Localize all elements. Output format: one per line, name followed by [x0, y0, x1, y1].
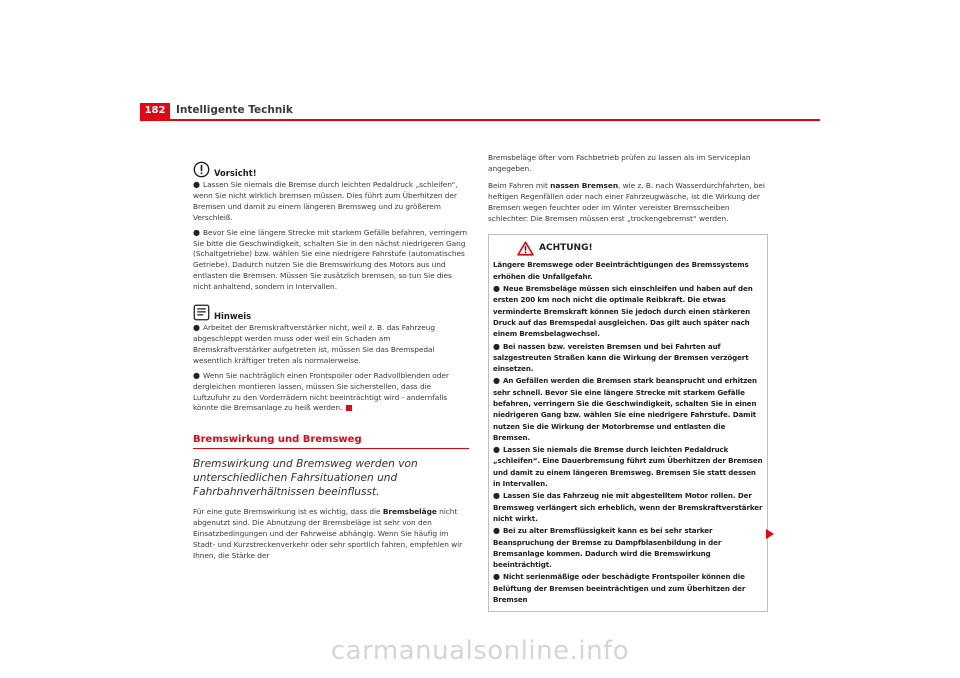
hinweis-item: ● Wenn Sie nachträglich einen Frontspoiler oder Radvollblenden oder dergleichen montieren lassen, müssen Sie sicherstellen, dass die Luftzufuhr zu den Vorderrädern nicht beeinträchtigt wird - andernfalls könnte die Bremsanlage zu heiß werden.: [193, 370, 449, 413]
section-intro: Für eine gute Bremswirkung ist es wichtig, dass die Bremsbeläge nicht abgenutzt sind. Die Abnutzung der Bremsbeläge ist sehr von den Einsatzbedingungen und der Fahrweise abhängig. Wenn Sie häufig im Stadt- und Kurzstreckenverkehr oder sehr sportlich fahren, empfehlen wir Ihnen, die Stärke der: [193, 507, 463, 560]
achtung-item: ● An Gefällen werden die Bremsen stark beansprucht und erhitzen sehr schnell. Bevor Sie eine längere Strecke mit starkem Gefälle befahren, verringern Sie die Geschwindigkeit, schalten Sie in einen niedrigeren Gang bzw. wählen Sie eine niedrigere Fahrstufe. Damit nutzen Sie die Wirkung der Motorbremse und entlasten die Bremsen.: [493, 376, 757, 442]
left-column: [193, 160, 469, 562]
vorsicht-item: ● Bevor Sie eine längere Strecke mit starkem Gefälle befahren, verringern Sie bitte die Geschwindigkeit, schalten Sie in den nächst niedrigeren Gang (Schaltgetriebe) bzw. wählen Sie eine niedrigere Fahrstufe (automatisches Getriebe). Dadurch nutzen Sie die Bremswirkung des Motors aus und entlasten die Bremsen. Müssen Sie zusätzlich bremsen, so tun Sie dies nicht anhaltend, sondern in Intervallen.: [193, 227, 468, 292]
section-subtitle: Bremswirkung und Bremsweg werden von unterschiedlichen Fahrsituationen und Fahrbahnverhältnissen beeinflusst.: [193, 458, 418, 499]
achtung-item: ● Bei nassen bzw. vereisten Bremsen und bei Fahrten auf salzgestreuten Straßen kann die Wirkung der Bremsen verzögert einsetzen.: [493, 341, 749, 374]
exclamation-icon: [193, 161, 210, 178]
end-mark: [346, 405, 352, 411]
hinweis-note: [193, 303, 469, 414]
watermark: carmanualsonline.info: [330, 636, 630, 666]
hinweis-icon: [193, 304, 210, 321]
achtung-item: ● Lassen Sie niemals die Bremse durch leichten Pedaldruck „schleifen“. Eine Dauerbremsung führt zum Überhitzen der Bremsen und damit zu einem längeren Bremsweg. Bremsen Sie statt dessen in Intervallen.: [493, 445, 763, 489]
right-para-1: Bremsbeläge öfter vom Fachbetrieb prüfen zu lassen als im Serviceplan angegeben.: [488, 153, 751, 173]
section-title: Bremswirkung und Bremsweg: [193, 434, 469, 449]
vorsicht-item: ● Lassen Sie niemals die Bremse durch leichten Pedaldruck „schleifen“, wenn Sie nicht wirklich bremsen müssen. Dies führt zum Überhitzen der Bremsen und damit zu einem längeren Bremsweg und zu größerem Verschleiß.: [193, 180, 458, 222]
hinweis-item: ● Arbeitet der Bremskraftverstärker nicht, weil z. B. das Fahrzeug abgeschleppt werden muss oder weil ein Schaden am Bremskraftverstärker aufgetreten ist, müssen Sie das Bremspedal wesentlich kräftiger treten als normalerweise.: [193, 323, 436, 365]
achtung-title: ACHTUNG!: [539, 243, 593, 254]
achtung-box: [488, 234, 768, 612]
achtung-item: ● Nicht serienmäßige oder beschädigte Frontspoiler können die Belüftung der Bremsen beeinträchtigen und zum Überhitzen der Bremsen: [493, 572, 746, 605]
warning-triangle-icon: [517, 241, 534, 256]
right-para-2: Beim Fahren mit nassen Bremsen, wie z. B. nach Wasserdurchfahrten, bei heftigen Regenfällen oder nach einer Fahrzeugwäsche, ist die Wirkung der Bremsen wegen feuchter oder im Winter vereister Bremsscheiben schlechter: Die Bremsen müssen erst „trockengebremst“ werden.: [488, 180, 765, 223]
continue-arrow-icon: [766, 529, 774, 539]
achtung-item: ● Neue Bremsbeläge müssen sich einschleifen und haben auf den ersten 200 km noch nicht die optimale Reibkraft. Die etwas verminderte Bremskraft können Sie jedoch durch einen stärkeren Druck auf das Bremspedal ausgleichen. Das gilt auch später nach einem Bremsbelagwechsel.: [493, 284, 753, 339]
header-title: Intelligente Technik: [176, 104, 293, 116]
achtung-item: ● Lassen Sie das Fahrzeug nie mit abgestelltem Motor rollen. Der Bremsweg verlängert sich erheblich, wenn der Bremskraftverstärker nicht wirkt.: [493, 491, 763, 523]
right-column: [488, 153, 768, 612]
page-number: 182: [140, 103, 170, 119]
achtung-item: ● Bei zu alter Bremsflüssigkeit kann es bei sehr starker Beanspruchung der Bremse zu Dampfblasenbildung in der Bremsanlage kommen. Dadurch wird die Bremswirkung beeinträchtigt.: [493, 526, 722, 570]
vorsicht-note: [193, 160, 469, 293]
achtung-intro: Längere Bremswege oder Beeinträchtigungen des Bremssystems erhöhen die Unfallgefahr.: [493, 260, 749, 281]
header-rule: [140, 119, 820, 121]
hinweis-title: Hinweis: [214, 311, 252, 322]
vorsicht-title: Vorsicht!: [214, 168, 257, 178]
